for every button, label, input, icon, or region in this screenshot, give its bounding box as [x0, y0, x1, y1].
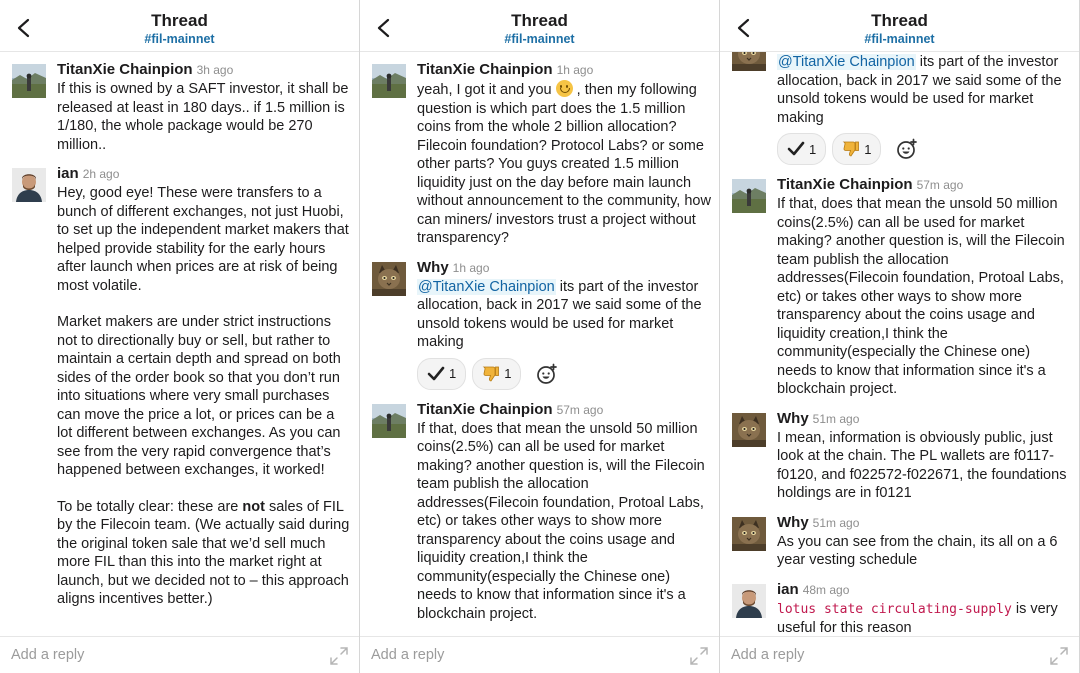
- thread-title: Thread: [151, 11, 208, 30]
- reaction-count: 1: [864, 141, 872, 157]
- thread-header: [0, 0, 359, 52]
- avatar[interactable]: [372, 64, 406, 98]
- avatar[interactable]: [372, 404, 406, 438]
- avatar[interactable]: [732, 413, 766, 447]
- reaction-count: 1: [809, 141, 817, 157]
- thumbs-down-icon: [482, 365, 500, 383]
- reaction-count: 1: [449, 366, 457, 381]
- thread-panel-2: [360, 0, 719, 673]
- reaction-thumbs-down[interactable]: [832, 133, 881, 165]
- message: [720, 175, 1079, 399]
- text-run: , then my following question is which part does the 1.5 million coins from the whole 2 billion allocation? Filecoin foundation? Protocol Labs? or some other parts? You guys created 1.5 million liquidity just on the day before main launch without announcement to the community, how can miners/ investors trust a project without transparency?: [417, 82, 711, 246]
- message-paragraph: Hey, good eye! These were transfers to a bunch of different exchanges, not just Huobi, to set up the independent market makers that helped provide stability for the early hours after launch when prices are at risk of being most volatile.: [57, 185, 349, 294]
- avatar[interactable]: [732, 584, 766, 618]
- timestamp: 1h ago: [452, 260, 490, 275]
- user-mention[interactable]: @TitanXie Chainpion: [778, 54, 915, 70]
- author-name[interactable]: ian: [57, 165, 79, 182]
- message: [0, 60, 359, 154]
- message-text: [57, 184, 351, 609]
- avatar[interactable]: [732, 179, 766, 213]
- text-run: its part of the investor allocation, back in 2017 we said some of the unsold tokens would be used for market making: [777, 54, 1062, 126]
- avatar[interactable]: [12, 168, 46, 202]
- author-name[interactable]: TitanXie Chainpion: [57, 61, 193, 78]
- reactions-row: [417, 358, 711, 390]
- add-reaction-button[interactable]: [887, 133, 927, 165]
- message-list[interactable]: [360, 52, 719, 636]
- thumbs-down-icon: [842, 140, 860, 158]
- reaction-check[interactable]: [777, 133, 826, 165]
- expand-composer-icon[interactable]: [690, 647, 708, 665]
- thread-title: Thread: [871, 11, 928, 30]
- bold-text: not: [242, 498, 265, 515]
- reply-composer: [720, 636, 1079, 673]
- add-reaction-button[interactable]: [527, 358, 567, 390]
- thread-title: Thread: [511, 11, 568, 30]
- thread-header: [360, 0, 719, 52]
- channel-link[interactable]: #fil-mainnet: [504, 32, 575, 46]
- check-mark-icon: [787, 141, 805, 157]
- reply-input[interactable]: [731, 647, 1011, 663]
- timestamp: 2h ago: [82, 167, 120, 181]
- avatar[interactable]: [12, 64, 46, 98]
- user-mention[interactable]: @TitanXie Chainpion: [418, 278, 555, 295]
- message-text: I mean, information is obviously public, just look at the chain. The PL wallets are f0117-f0120, and f022572-f022671, the foundations holdings are in f0121: [777, 429, 1067, 501]
- text-run: is very useful for this reason: [777, 600, 1058, 636]
- add-emoji-icon: [536, 363, 558, 385]
- channel-link[interactable]: #fil-mainnet: [144, 32, 215, 46]
- message-text: [417, 278, 711, 352]
- message-paragraph: [57, 498, 351, 609]
- thread-panel-3: [720, 0, 1079, 673]
- thread-header: [720, 0, 1079, 52]
- text-run: its part of the investor allocation, back in 2017 we said some of the unsold tokens would be used for market making: [417, 278, 702, 350]
- message: [360, 60, 719, 248]
- message: [720, 580, 1079, 638]
- message-text: If this is owned by a SAFT investor, it shall be released at least in 180 days.. if 1.5 million is 1/180, the whole package would be 270 million..: [57, 81, 349, 153]
- inline-code: lotus state circulating-supply: [777, 601, 1012, 617]
- message: [360, 258, 719, 390]
- avatar[interactable]: [372, 262, 406, 296]
- message: [720, 513, 1079, 570]
- reply-composer: [360, 636, 719, 673]
- message-paragraph: Market makers are under strict instructions not to directionally buy or sell, but rather to maintain a certain depth and spread on both sides of the order book so that you don’t run into situations where very small purchases can move the price a lot, or prices can be a lot different between exchanges. As you can see from the very rapid convergence that’s happened between exchanges, it worked!: [57, 314, 341, 478]
- author-name[interactable]: Why: [777, 513, 809, 531]
- slightly-smiling-face-icon: [556, 80, 573, 97]
- channel-link[interactable]: #fil-mainnet: [864, 32, 935, 46]
- message-list[interactable]: [720, 52, 1079, 636]
- message: [360, 400, 719, 624]
- message-list[interactable]: [0, 52, 359, 636]
- author-name[interactable]: TitanXie Chainpion: [417, 61, 553, 78]
- message-text: [777, 53, 1071, 127]
- timestamp: 3h ago: [196, 63, 234, 77]
- author-name[interactable]: TitanXie Chainpion: [417, 400, 553, 418]
- timestamp: 57m ago: [556, 402, 604, 417]
- expand-composer-icon[interactable]: [1050, 647, 1068, 665]
- author-name[interactable]: Why: [777, 409, 809, 427]
- author-name[interactable]: TitanXie Chainpion: [777, 176, 913, 193]
- timestamp: 1h ago: [556, 63, 594, 77]
- add-emoji-icon: [896, 138, 918, 160]
- timestamp: 51m ago: [812, 411, 860, 426]
- reaction-count: 1: [504, 366, 512, 381]
- message-text: [777, 600, 1071, 638]
- reactions-row: [777, 133, 1071, 165]
- text-run: yeah, I got it and you: [417, 82, 556, 98]
- message: [720, 33, 1079, 165]
- author-name[interactable]: Why: [417, 258, 449, 276]
- timestamp: 51m ago: [812, 515, 860, 530]
- timestamp: 48m ago: [802, 582, 850, 597]
- expand-composer-icon[interactable]: [330, 647, 348, 665]
- message: [720, 409, 1079, 503]
- author-name[interactable]: ian: [777, 580, 799, 598]
- thread-panel-1: [0, 0, 359, 673]
- message-text: If that, does that mean the unsold 50 million coins(2.5%) can all be used for market making? another question is, will the Filecoin team publish the allocation addresses(Filecoin foundation, Protoal Labs, etc) or takes other ways to show more transparency about the coins usage and liquidity creation,I think the community(especially the Chinese one) needs to know that information since it's a blockchain project.: [417, 420, 705, 622]
- reaction-thumbs-down[interactable]: [472, 358, 521, 390]
- check-mark-icon: [427, 366, 445, 382]
- timestamp: 57m ago: [916, 178, 964, 192]
- avatar[interactable]: [732, 517, 766, 551]
- message-text: If that, does that mean the unsold 50 million coins(2.5%) can all be used for market making? another question is, will the Filecoin team publish the allocation addresses(Filecoin foundation, Protoal Labs, etc) or takes other ways to show more transparency about the coins usage and liquidity creation,I think the community(especially the Chinese one) needs to know that information since it's a blockchain project.: [777, 196, 1065, 397]
- text-run: sales of FIL by the Filecoin team. (We actually said during the original token sale that we’d sell much more FIL than this into the market right at launch, but we decided not to – this approach aligns incentives better.): [57, 498, 350, 607]
- message: [0, 164, 359, 609]
- reply-composer: [0, 636, 359, 673]
- reaction-check[interactable]: [417, 358, 466, 390]
- text-run: To be totally clear: these are: [57, 498, 243, 515]
- reply-input[interactable]: [11, 647, 291, 663]
- message-text: [417, 80, 711, 248]
- message-text: As you can see from the chain, its all on a 6 year vesting schedule: [777, 533, 1058, 568]
- reply-input[interactable]: [371, 647, 651, 663]
